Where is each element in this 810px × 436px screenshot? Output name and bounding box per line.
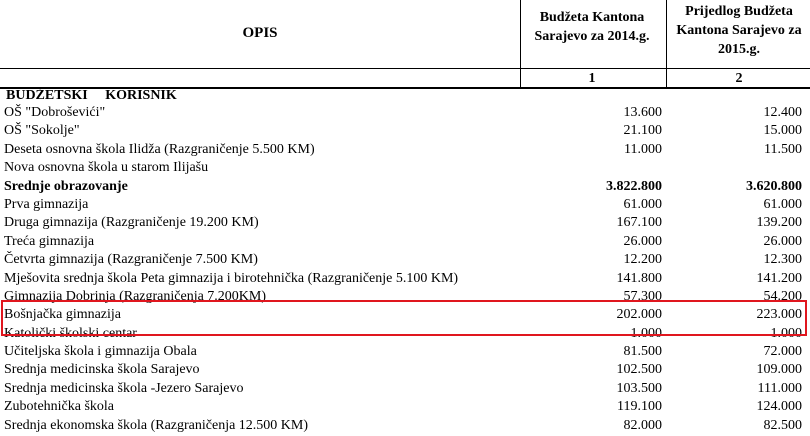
row-label: Zubotehnička škola: [4, 399, 115, 415]
table-row: [0, 381, 810, 399]
row-label: Srednja ekonomska škola (Razgraničenja 12.500 KM): [4, 417, 309, 433]
row-value-2014: 61.000: [623, 196, 662, 212]
table-row: [0, 344, 810, 362]
table-row: [0, 271, 810, 289]
column-number-row: [0, 71, 810, 87]
row-label: Prva gimnazija: [4, 196, 89, 212]
header-proposal-2015-line2: Kantona Sarajevo za: [676, 23, 802, 38]
row-value-2014: 1.000: [630, 325, 662, 341]
row-value-2014: 82.000: [623, 417, 662, 433]
row-label: Bošnjačka gimnazija: [4, 307, 122, 323]
row-value-2014: 12.200: [623, 252, 662, 268]
header-proposal-2015: [668, 2, 810, 66]
row-value-2015: 223.000: [756, 307, 802, 323]
table-row: [0, 252, 810, 270]
row-value-2015: 12.300: [763, 252, 802, 268]
row-value-2015: 15.000: [763, 123, 802, 139]
row-value-2015: 3.620.800: [746, 178, 802, 194]
header-proposal-2015-line1: Prijedlog Budžeta: [685, 4, 793, 19]
row-value-2015: 54.200: [763, 288, 802, 304]
row-value-2014: 81.500: [623, 344, 662, 360]
header-budget-2014: [520, 8, 664, 64]
row-value-2015: 124.000: [756, 399, 802, 415]
header-proposal-2015-line3: 2015.g.: [718, 42, 760, 57]
row-value-2015: 26.000: [763, 233, 802, 249]
row-label: Nova osnovna škola u starom Ilijašu: [4, 160, 209, 176]
row-value-2015: 109.000: [756, 362, 802, 378]
row-value-2014: 11.000: [624, 141, 662, 157]
table-row: [0, 234, 810, 252]
row-value-2014: 13.600: [623, 105, 662, 120]
row-value-2015: 111.000: [757, 380, 802, 396]
row-value-2015: 82.500: [763, 417, 802, 433]
table-row: [0, 179, 810, 197]
section-title: BUDŽETSKI KORISNIK: [6, 88, 177, 103]
table-row: [0, 418, 810, 436]
row-value-2014: 119.100: [617, 399, 662, 415]
row-label: Srednje obrazovanje: [4, 178, 128, 194]
row-label: Deseta osnovna škola Ilidža (Razgraničenje 5.500 KM): [4, 141, 315, 157]
row-label: Mješovita srednja škola Peta gimnazija i birotehnička (Razgraničenje 5.100 KM): [4, 270, 459, 286]
row-label: Katolički školski centar: [4, 325, 137, 341]
table-row: [0, 142, 810, 160]
table-row: [0, 160, 810, 178]
row-value-2014: 57.300: [623, 288, 662, 304]
row-label: Druga gimnazija (Razgraničenje 19.200 KM): [4, 215, 259, 231]
row-label: Srednja medicinska škola -Jezero Sarajevo: [4, 380, 244, 396]
table-header: [0, 0, 810, 70]
table-row: [0, 215, 810, 233]
row-value-2014: 167.100: [616, 215, 662, 231]
row-value-2014: 3.822.800: [606, 178, 662, 194]
row-value-2015: 11.500: [764, 141, 802, 157]
table-row: [0, 362, 810, 380]
column-number-2: 2: [735, 71, 743, 86]
table-row: [0, 123, 810, 141]
row-value-2015: 1.000: [770, 325, 802, 341]
row-value-2014: 202.000: [616, 307, 662, 323]
table-body: [0, 105, 810, 436]
row-value-2014: 26.000: [623, 233, 662, 249]
row-value-2015: 61.000: [763, 196, 802, 212]
table-row: [0, 399, 810, 417]
row-value-2014: 103.500: [616, 380, 662, 396]
header-description: OPIS: [242, 24, 278, 41]
row-value-2014: 102.500: [616, 362, 662, 378]
column-number-1: 1: [588, 71, 596, 86]
table-row: [0, 197, 810, 215]
row-label: Četvrta gimnazija (Razgraničenje 7.500 KM): [4, 252, 258, 268]
row-label: Učiteljska škola i gimnazija Obala: [4, 344, 197, 360]
table-row: [0, 105, 810, 123]
highlight-box: [1, 300, 807, 336]
header-rule: [0, 68, 810, 69]
row-label: Gimnazija Dobrinja (Razgraničenja 7.200KM): [4, 288, 267, 304]
header-budget-2014-line2: Sarajevo za 2014.g.: [534, 29, 650, 44]
row-value-2015: 72.000: [763, 344, 802, 360]
row-value-2015: 12.400: [763, 105, 802, 120]
header-budget-2014-line1: Budžeta Kantona: [539, 10, 645, 25]
row-label: OŠ "Dobroševići": [4, 105, 106, 120]
row-value-2015: 141.200: [756, 270, 802, 286]
row-label: Srednja medicinska škola Sarajevo: [4, 362, 200, 378]
row-label: Treća gimnazija: [4, 233, 95, 249]
row-value-2014: 21.100: [623, 123, 662, 139]
row-value-2015: 139.200: [756, 215, 802, 231]
row-value-2014: 141.800: [616, 270, 662, 286]
row-label: OŠ "Sokolje": [4, 123, 80, 139]
